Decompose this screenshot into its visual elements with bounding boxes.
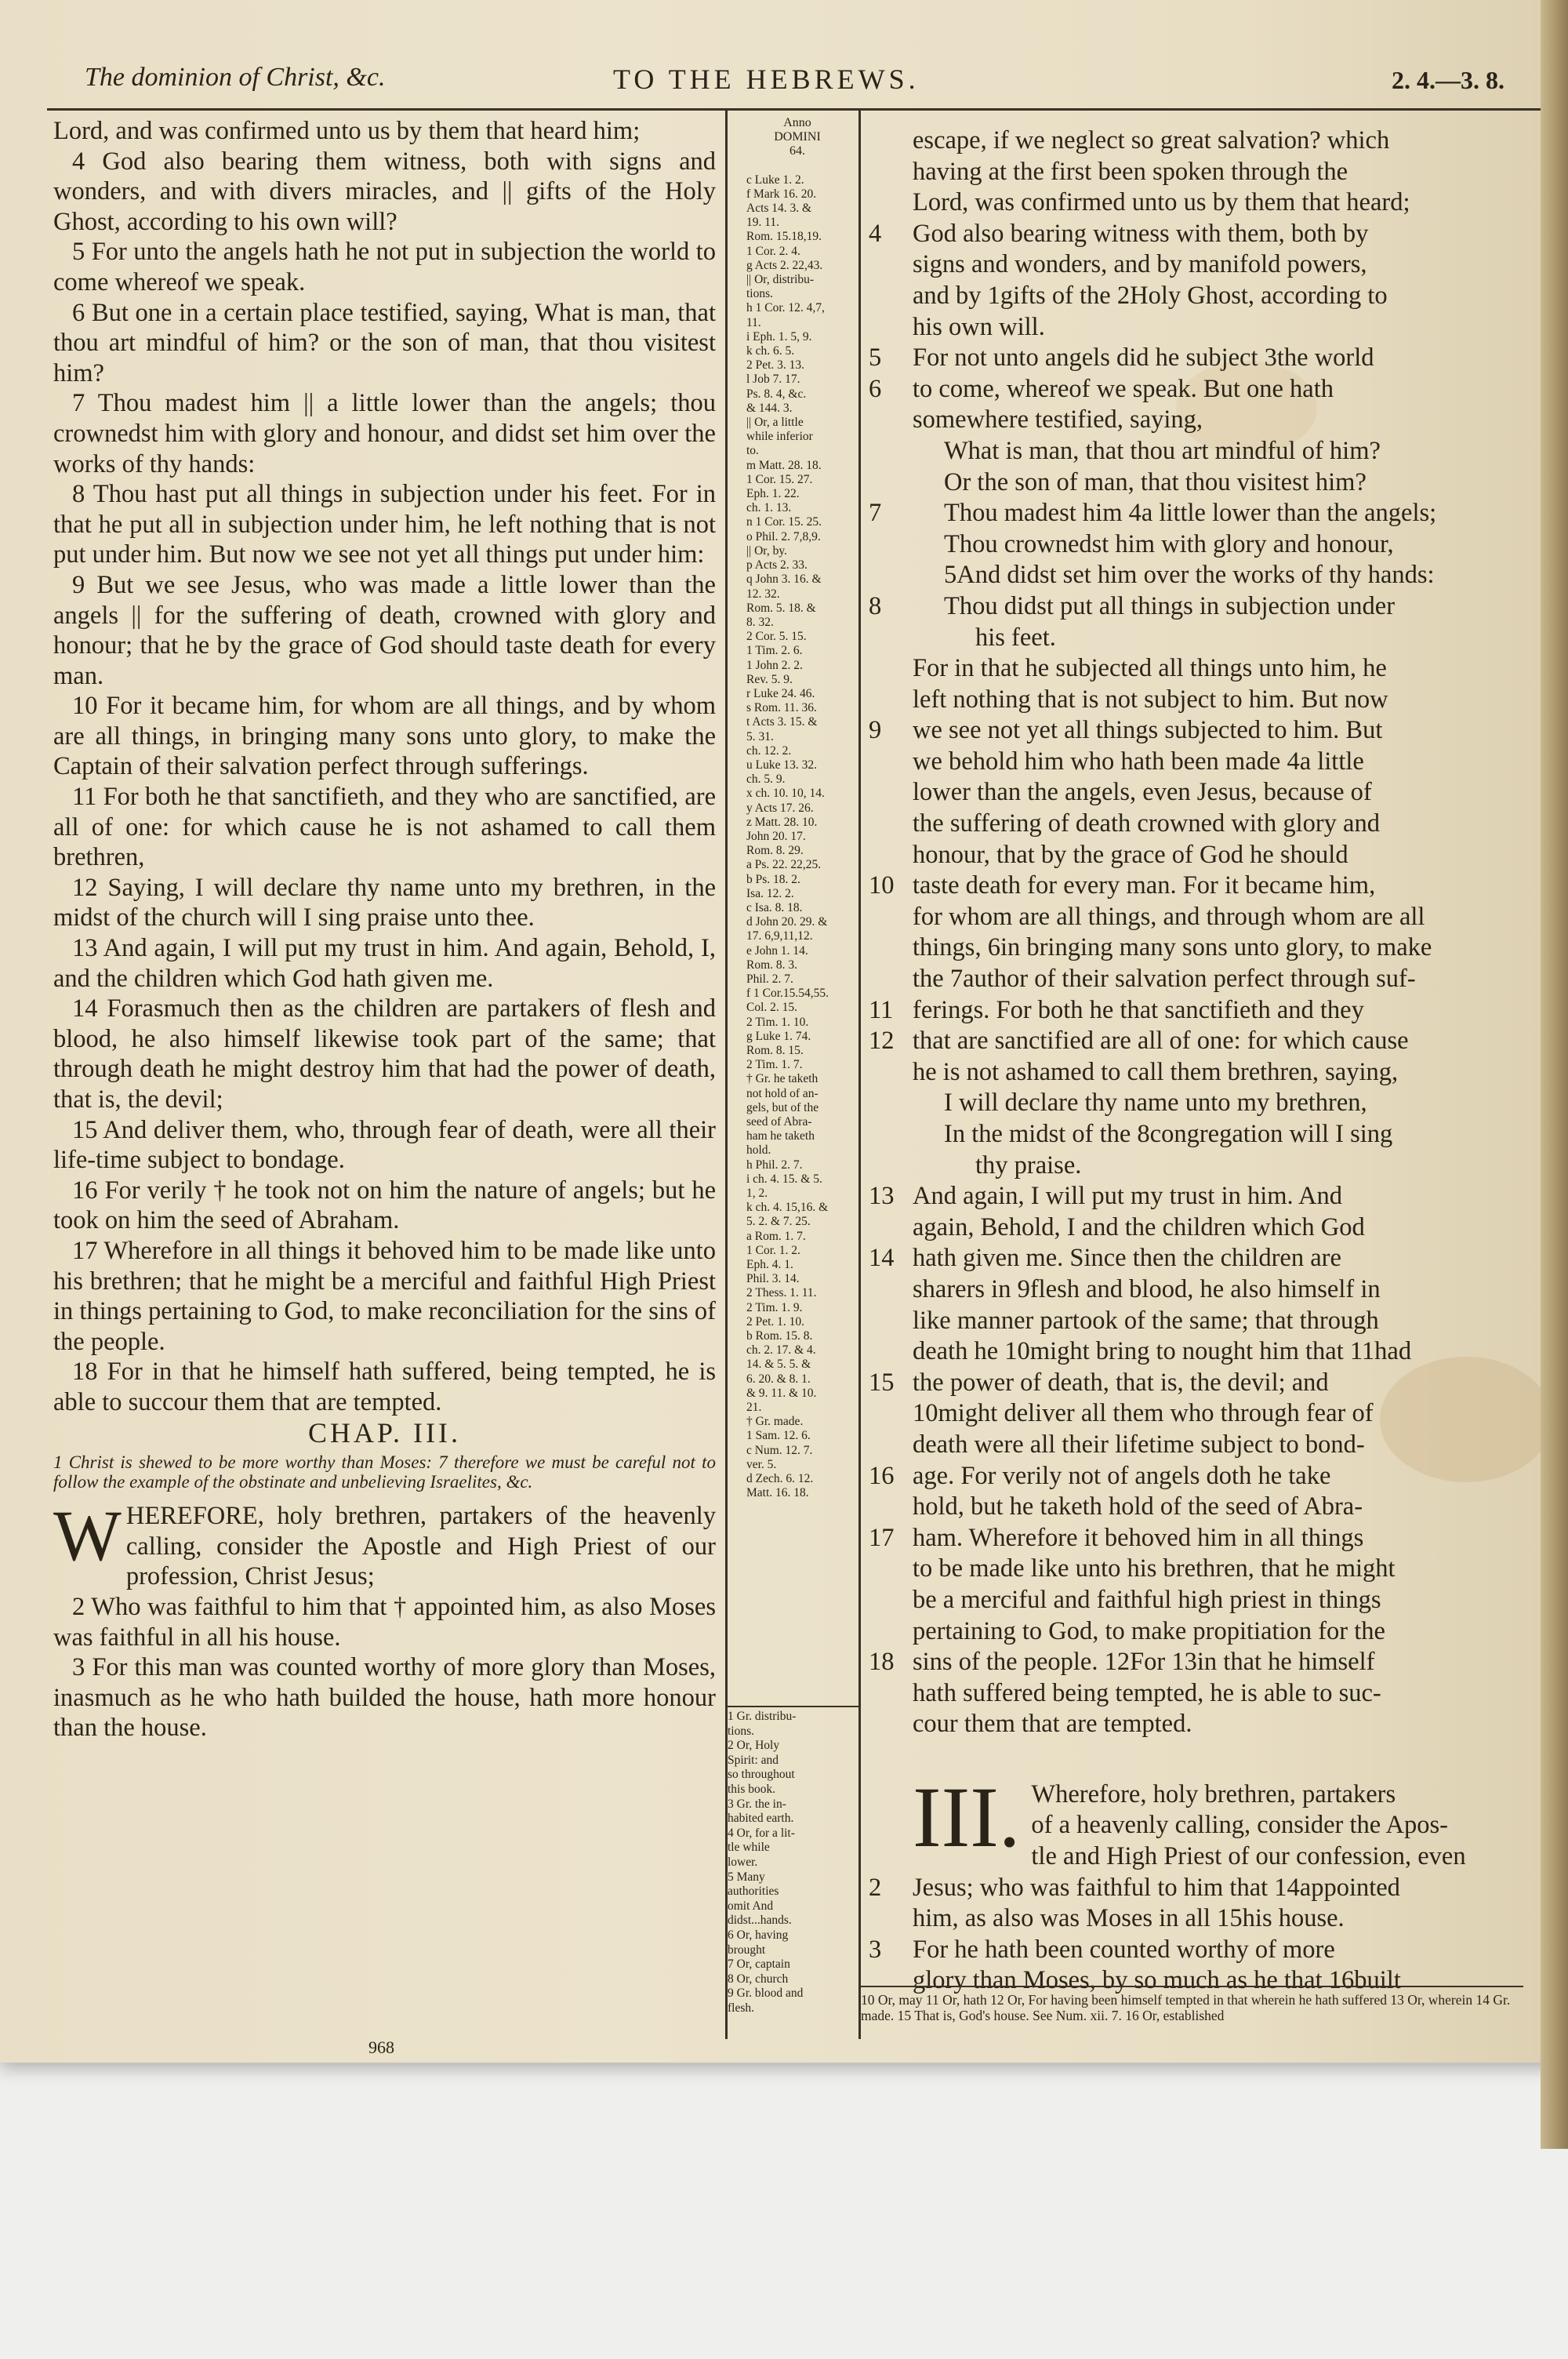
- margin-ref: 11.: [746, 315, 761, 329]
- margin-ref: 1 Sam. 12. 6.: [746, 1429, 811, 1443]
- margin-ref: seed of Abra-: [746, 1115, 812, 1129]
- rv-poem-line: [869, 1088, 1525, 1119]
- margin-ref: c Num. 12. 7.: [746, 1443, 813, 1457]
- rv-line-text: death were all their lifetime subject to bond-: [913, 1430, 1365, 1459]
- rv-footnotes: 10 Or, may 11 Or, hath 12 Or, For having been himself tempted in that wherein he hath suffered 13 Or, wherein 14 Gr. made. 15 That is, God's house. See Num. xii. 7. 16 Or, established: [861, 1986, 1523, 2023]
- margin-ref: m Matt. 28. 18.: [746, 458, 822, 472]
- margin-ref: Rom. 15.18,19.: [746, 230, 822, 244]
- rv-line: [869, 498, 1525, 529]
- margin-ref: hold.: [746, 1143, 771, 1158]
- rv-line: [869, 1026, 1525, 1057]
- av-column: [53, 116, 716, 1743]
- rv-line: [869, 249, 1525, 281]
- rv-line-text: ferings. For both he that sanctifieth and they: [913, 995, 1364, 1024]
- margin-ref: 2 Pet. 1. 10.: [746, 1314, 805, 1329]
- av-verse: 16 For verily † he took not on him the nature of angels; but he took on him the seed of Abraham.: [53, 1176, 716, 1235]
- margin-ref: ch. 5. 9.: [746, 772, 786, 787]
- rv-margin-note: 6 Or, having: [728, 1928, 789, 1942]
- margin-ref: Phil. 2. 7.: [746, 972, 793, 986]
- margin-ref: b Rom. 15. 8.: [746, 1329, 813, 1343]
- margin-ref: Matt. 16. 18.: [746, 1486, 809, 1500]
- margin-ref: not hold of an-: [746, 1086, 818, 1100]
- verse-number: 6: [869, 374, 882, 403]
- margin-ref: to.: [746, 444, 759, 458]
- rv-line-text: Wherefore, holy brethren, partakers: [1031, 1779, 1396, 1808]
- margin-ref: ham he taketh: [746, 1129, 815, 1143]
- margin-ref: Rom. 8. 3.: [746, 958, 798, 972]
- margin-ref: g Luke 1. 74.: [746, 1029, 811, 1043]
- av-verse-text: 2 Who was faithful to him that † appointed him, as also Moses was faithful in all his house.: [53, 1592, 716, 1652]
- margin-ref: 2 Tim. 1. 9.: [746, 1300, 803, 1314]
- verse-number: 13: [869, 1182, 895, 1211]
- rv-line: [913, 1779, 1525, 1811]
- margin-ref: g Acts 2. 22,43.: [746, 258, 823, 272]
- rv-line-text: I will declare thy name unto my brethren,: [944, 1089, 1367, 1118]
- rv-line: [869, 809, 1525, 840]
- margin-ref: r Luke 24. 46.: [746, 686, 815, 700]
- margin-ref: 1 Cor. 2. 4.: [746, 244, 800, 258]
- margin-ref: Rom. 8. 15.: [746, 1044, 804, 1057]
- rv-line-text: Or the son of man, that thou visitest him?: [944, 467, 1367, 496]
- chapter-summary: 1 Christ is shewed to be more worthy than Moses: 7 therefore we must be careful not to follow the example of the obstinate and unbelieving Israelites, &c.: [53, 1452, 716, 1492]
- rv-line: [869, 374, 1525, 405]
- rv-margin-note: 9 Gr. blood and: [728, 1986, 804, 2001]
- rv-line-text: tle and High Priest of our confession, even: [1031, 1842, 1466, 1871]
- rv-line-text: of a heavenly calling, consider the Apos-: [1031, 1811, 1448, 1840]
- rv-line-text: 10might deliver all them who through fear of: [913, 1399, 1374, 1428]
- rv-line: [869, 1616, 1525, 1648]
- rv-line-text: In the midst of the 8congregation will I sing: [944, 1120, 1393, 1148]
- rv-line: [869, 715, 1525, 747]
- verse-number: 9: [869, 716, 882, 745]
- rv-line-text: sins of the people. 12For 13in that he himself: [913, 1648, 1375, 1677]
- margin-ref: Rev. 5. 9.: [746, 672, 793, 686]
- rv-poem-line: [869, 1150, 1525, 1182]
- margin-references: [746, 116, 848, 1501]
- margin-ref: y Acts 17. 26.: [746, 801, 814, 815]
- header-center: TO THE HEBREWS.: [613, 64, 920, 95]
- margin-ref: o Phil. 2. 7,8,9.: [746, 529, 821, 543]
- rv-line-text: that are sanctified are all of one: for which cause: [913, 1027, 1409, 1056]
- rv-line-text: Thou crownedst him with glory and honour,: [944, 529, 1394, 558]
- margin-ref: p Acts 2. 33.: [746, 558, 808, 572]
- margin-ref: u Luke 13. 32.: [746, 758, 817, 772]
- verse-number: 16: [869, 1461, 895, 1490]
- margin-ref: f 1 Cor.15.54,55.: [746, 987, 829, 1001]
- rv-line: [869, 1336, 1525, 1368]
- av-verse: [53, 1652, 716, 1743]
- margin-ref: ch. 12. 2.: [746, 743, 792, 758]
- rv-margin-note: 7 Or, captain: [728, 1957, 790, 1972]
- rv-line-text: For he hath been counted worthy of more: [913, 1935, 1335, 1964]
- rv-line: [869, 343, 1525, 374]
- rv-margin-notes: [728, 1710, 845, 2016]
- margin-ref: f Mark 16. 20.: [746, 187, 817, 201]
- margin-ref: d Zech. 6. 12.: [746, 1472, 814, 1486]
- rv-line: [869, 932, 1525, 964]
- page-number: 968: [368, 2037, 394, 2057]
- page-edge: [1541, 0, 1568, 2149]
- rv-line-text: hath given me. Since then the children are: [913, 1244, 1341, 1273]
- rv-line-text: glory than Moses, by so much as he that 16built: [913, 1966, 1401, 1995]
- av-verse: 15 And deliver them, who, through fear of death, were all their life-time subject to bondage.: [53, 1115, 716, 1175]
- rv-margin-note: 2 Or, Holy: [728, 1739, 780, 1753]
- av-verse: [53, 1592, 716, 1652]
- margin-ref: Rom. 5. 18. &: [746, 601, 816, 615]
- rv-line-text: him, as also was Moses in all 15his house.: [913, 1904, 1345, 1933]
- margin-ref: a Rom. 1. 7.: [746, 1229, 806, 1243]
- margin-ref: 1 Tim. 2. 6.: [746, 644, 803, 658]
- rv-line: [869, 529, 1525, 561]
- rv-line-text: For not unto angels did he subject 3the world: [913, 343, 1374, 373]
- rv-line: [869, 1585, 1525, 1616]
- rv-line: [869, 840, 1525, 871]
- margin-ref: Rom. 8. 29.: [746, 844, 804, 858]
- rv-margin-note: tle while: [728, 1841, 770, 1855]
- av-verse: [53, 1496, 716, 1592]
- verse-number: 4: [869, 219, 882, 248]
- header-right: 2. 4.—3. 8.: [1392, 66, 1504, 94]
- margin-ref: ver. 5.: [746, 1457, 777, 1471]
- rv-line-text: the suffering of death crowned with glory and: [913, 809, 1380, 838]
- rv-line: [869, 1368, 1525, 1399]
- margin-ref: 8. 32.: [746, 615, 774, 629]
- rv-line: [869, 653, 1525, 685]
- rv-line-text: honour, that by the grace of God he should: [913, 840, 1348, 869]
- rv-chapter-3: [869, 1768, 1525, 1997]
- margin-ref: John 20. 17.: [746, 829, 806, 843]
- rv-line-text: be a merciful and faithful high priest in things: [913, 1585, 1381, 1614]
- rv-line-text: his feet.: [975, 623, 1056, 652]
- margin-ref: tions.: [746, 287, 774, 301]
- rv-line: [869, 1306, 1525, 1337]
- anno-line: DOMINI: [774, 130, 821, 144]
- rv-line-text: taste death for every man. For it became him,: [913, 871, 1376, 900]
- rv-line: [869, 281, 1525, 312]
- rv-line: [869, 312, 1525, 343]
- margin-ref: h 1 Cor. 12. 4,7,: [746, 301, 825, 315]
- margin-ref: || Or, distribu-: [746, 273, 815, 287]
- margin-ref: i ch. 4. 15. & 5.: [746, 1172, 822, 1186]
- av-verse: 5 For unto the angels hath he not put in subjection the world to come whereof we speak.: [53, 238, 716, 296]
- margin-ref: & 9. 11. & 10.: [746, 1386, 817, 1400]
- rv-margin-note: didst...hands.: [728, 1914, 792, 1928]
- drop-cap: W: [53, 1496, 122, 1576]
- margin-ref: i Eph. 1. 5, 9.: [746, 329, 812, 343]
- margin-ref: h Phil. 2. 7.: [746, 1158, 803, 1172]
- verse-number: 2: [869, 1873, 882, 1902]
- margin-ref: 14. & 5. 5. &: [746, 1358, 811, 1372]
- rv-line-text: Thou madest him 4a little lower than the angels;: [944, 499, 1437, 528]
- rv-margin-note: tions.: [728, 1724, 755, 1738]
- margin-ref: c Isa. 8. 18.: [746, 900, 803, 914]
- rv-line: [869, 187, 1525, 219]
- av-verse: 18 For in that he himself hath suffered, being tempted, he is able to succour them that are tempted.: [53, 1358, 716, 1416]
- rv-margin-note: 3 Gr. the in-: [728, 1797, 786, 1811]
- margin-ref: Col. 2. 15.: [746, 1001, 798, 1015]
- rv-line-text: to come, whereof we speak. But one hath: [913, 374, 1334, 403]
- margin-ref: b Ps. 18. 2.: [746, 872, 800, 886]
- margin-ref: ch. 2. 17. & 4.: [746, 1343, 816, 1358]
- verse-number: 11: [869, 995, 894, 1024]
- margin-ref: 5. 31.: [746, 729, 774, 743]
- verse-number: 8: [869, 591, 882, 620]
- rv-line: [913, 1841, 1525, 1873]
- rv-margin-note: 8 Or, church: [728, 1972, 789, 1986]
- rv-line: [869, 1492, 1525, 1523]
- rv-line: [869, 1398, 1525, 1430]
- rv-line: [869, 1181, 1525, 1212]
- rv-line-text: God also bearing witness with them, both by: [913, 219, 1369, 248]
- chapter-heading: CHAP. III.: [307, 1416, 461, 1448]
- rv-line: [869, 777, 1525, 809]
- margin-ref: Isa. 12. 2.: [746, 886, 794, 900]
- rv-line-text: death he 10might bring to nought him that 11had: [913, 1337, 1412, 1366]
- rv-line: [869, 560, 1525, 591]
- rv-line: [869, 995, 1525, 1027]
- margin-ref: || Or, a little: [746, 416, 804, 430]
- rv-line-text: lower than the angels, even Jesus, because of: [913, 778, 1372, 807]
- margin-ref: 17. 6,9,11,12.: [746, 929, 813, 943]
- rv-line-text: pertaining to God, to make propitiation for the: [913, 1616, 1385, 1645]
- rv-line-text: escape, if we neglect so great salvation? which: [913, 126, 1390, 154]
- margin-ref: 2 Pet. 3. 13.: [746, 358, 805, 373]
- header-rule: [47, 108, 1541, 111]
- margin-ref: s Rom. 11. 36.: [746, 701, 817, 715]
- margin-ref: 2 Tim. 1. 10.: [746, 1015, 809, 1029]
- rv-line-text: cour them that are tempted.: [913, 1710, 1192, 1739]
- av-verse: 9 But we see Jesus, who was made a little lower than the angels || for the suffering of death, crowned with glory and honour; that he by the grace of God should taste death for every man.: [53, 570, 716, 690]
- rv-margin-note: habited earth.: [728, 1812, 794, 1826]
- rv-line: [869, 405, 1525, 436]
- rv-line-text: signs and wonders, and by manifold powers,: [913, 250, 1367, 279]
- rv-line: [869, 1461, 1525, 1492]
- rv-line: [869, 1057, 1525, 1089]
- rv-line-text: sharers in 9flesh and blood, he also himself in: [913, 1274, 1381, 1303]
- rv-line: [869, 747, 1525, 778]
- rv-margin-note: omit And: [728, 1899, 774, 1913]
- rv-line: [869, 1523, 1525, 1554]
- rv-margin-note: authorities: [728, 1885, 779, 1899]
- rv-margin-note: 5 Many: [728, 1870, 765, 1884]
- margin-ref: || Or, by.: [746, 543, 787, 558]
- rv-line-text: age. For verily not of angels doth he take: [913, 1461, 1331, 1490]
- rv-line-text: having at the first been spoken through the: [913, 157, 1348, 186]
- rv-line-text: hold, but he taketh hold of the seed of Abra-: [913, 1492, 1363, 1521]
- av-verse: 7 Thou madest him || a little lower than the angels; thou crownedst him with glory and honour, and didst set him over the works of thy hands:: [53, 389, 716, 478]
- rv-line: [869, 871, 1525, 902]
- verse-number: 7: [869, 499, 882, 528]
- rv-line-text: And again, I will put my trust in him. And: [913, 1182, 1342, 1211]
- anno-domini: [746, 116, 848, 159]
- rv-line-text: things, 6in bringing many sons unto glory, to make: [913, 933, 1432, 962]
- av-verse-text: 3 For this man was counted worthy of more glory than Moses, inasmuch as he who hath builded the house, hath more honour than the house.: [53, 1653, 716, 1743]
- rv-line: [869, 1212, 1525, 1244]
- rv-line: [869, 1709, 1525, 1740]
- rv-poem-line: [869, 436, 1525, 467]
- rv-line: [869, 1274, 1525, 1306]
- rv-margin-note: so throughout: [728, 1768, 795, 1782]
- av-verse: 6 But one in a certain place testified, saying, What is man, that thou art mindful of him? or the son of man, that thou visitest him?: [53, 298, 716, 387]
- rv-line: [869, 623, 1525, 654]
- running-header: [0, 63, 1541, 102]
- margin-ref: 1, 2.: [746, 1187, 768, 1201]
- margin-ref: e John 1. 14.: [746, 943, 808, 958]
- rv-poem-line: [869, 1119, 1525, 1150]
- rv-line-text: again, Behold, I and the children which God: [913, 1212, 1365, 1241]
- rv-line: [869, 964, 1525, 995]
- av-verse: 11 For both he that sanctifieth, and they who are sanctified, are all of one: for which cause he is not ashamed to call them brethren,: [53, 783, 716, 872]
- rv-margin-note: flesh.: [728, 2001, 755, 2015]
- av-verse-text: HEREFORE, holy brethren, partakers of the heavenly calling, consider the Apostle and High Priest of our profession, Christ Jesus;: [125, 1502, 716, 1591]
- verse-number: 12: [869, 1027, 895, 1056]
- margin-ref: k ch. 6. 5.: [746, 344, 795, 358]
- rv-line-text: the power of death, that is, the devil; and: [913, 1368, 1329, 1397]
- column-rule-right: [858, 110, 861, 2039]
- rv-line: [869, 902, 1525, 933]
- margin-ref: † Gr. he taketh: [746, 1072, 818, 1086]
- margin-divider: [728, 1706, 858, 1707]
- rv-margin-note: 1 Gr. distribu-: [728, 1710, 797, 1723]
- rv-line-text: 5And didst set him over the works of thy hands:: [944, 561, 1435, 590]
- rv-line: [869, 685, 1525, 716]
- av-verse: 14 Forasmuch then as the children are partakers of flesh and blood, he also himself likewise took part of the same; that through death he might destroy him that had the power of death, that is, the devil;: [53, 994, 716, 1114]
- rv-line-text: ham. Wherefore it behoved him in all things: [913, 1523, 1364, 1552]
- chapter-number-dropcap: III.: [913, 1768, 1021, 1865]
- rv-line-text: and by 1gifts of the 2Holy Ghost, according to: [913, 281, 1388, 310]
- rv-line-text: the 7author of their salvation perfect through suf-: [913, 965, 1416, 994]
- rv-margin-note: lower.: [728, 1855, 758, 1869]
- margin-ref: l Job 7. 17.: [746, 373, 800, 387]
- margin-ref: 5. 2. & 7. 25.: [746, 1215, 811, 1229]
- rv-line-text: we behold him who hath been made 4a little: [913, 747, 1364, 776]
- margin-ref: a Ps. 22. 22,25.: [746, 858, 822, 872]
- rv-line-text: Lord, was confirmed unto us by them that heard;: [913, 188, 1410, 217]
- verse-number: 17: [869, 1523, 895, 1552]
- av-verse: Lord, and was confirmed unto us by them that heard him;: [53, 117, 641, 145]
- verse-number: 14: [869, 1244, 895, 1273]
- rv-line-text: Thou didst put all things in subjection under: [944, 591, 1396, 620]
- rv-line-text: we see not yet all things subjected to him. But: [913, 716, 1383, 745]
- rv-line: [913, 1903, 1525, 1935]
- margin-ref: c Luke 1. 2.: [746, 173, 804, 187]
- rv-column: [869, 125, 1525, 1997]
- rv-line-text: somewhere testified, saying,: [913, 405, 1203, 434]
- av-verse: 17 Wherefore in all things it behoved him to be made like unto his brethren; that he might be a merciful and faithful High Priest in things pertaining to God, to make reconciliation for the sins of the people.: [53, 1236, 716, 1356]
- header-left: The dominion of Christ, &c.: [85, 63, 386, 92]
- margin-ref: 21.: [746, 1401, 762, 1415]
- margin-ref: 1 John 2. 2.: [746, 658, 803, 672]
- margin-ref: ch. 1. 13.: [746, 501, 792, 515]
- margin-ref: Phil. 3. 14.: [746, 1272, 800, 1286]
- rv-line: [869, 125, 1525, 157]
- av-verse: 8 Thou hast put all things in subjection under his feet. For in that he put all in subjection under him, he left nothing that is not put under him. But now we see not yet all things put under him:: [53, 480, 716, 569]
- rv-line-text: What is man, that thou art mindful of him?: [944, 436, 1381, 465]
- anno-line: Anno: [783, 116, 811, 129]
- margin-ref: z Matt. 28. 10.: [746, 815, 818, 829]
- rv-line-text: he is not ashamed to call them brethren, saying,: [913, 1057, 1399, 1086]
- margin-ref: 1 Cor. 1. 2.: [746, 1243, 800, 1257]
- margin-ref: Ps. 8. 4, &c.: [746, 387, 807, 401]
- verse-number: 15: [869, 1368, 895, 1397]
- av-verse: 10 For it became him, for whom are all things, and by whom are all things, in bringing many sons unto glory, to make the Captain of their salvation perfect through sufferings.: [53, 692, 716, 781]
- rv-line-text: Jesus; who was faithful to him that 14appointed: [913, 1873, 1400, 1902]
- rv-line: [869, 1647, 1525, 1678]
- rv-line: [869, 591, 1525, 623]
- verse-number: 5: [869, 343, 882, 373]
- margin-ref: 2 Cor. 5. 15.: [746, 630, 807, 644]
- av-verse: 13 And again, I will put my trust in him. And again, Behold, I, and the children which God hath given me.: [53, 934, 716, 993]
- rv-line: [869, 1430, 1525, 1461]
- margin-ref: Acts 14. 3. &: [746, 202, 812, 216]
- margin-ref: while inferior: [746, 430, 813, 444]
- margin-ref: 2 Thess. 1. 11.: [746, 1286, 817, 1300]
- rv-line-text: like manner partook of the same; that through: [913, 1306, 1379, 1335]
- margin-ref: † Gr. made.: [746, 1415, 804, 1429]
- margin-ref: k ch. 4. 15,16. &: [746, 1201, 829, 1215]
- margin-ref: q John 3. 16. &: [746, 572, 822, 587]
- margin-ref: n 1 Cor. 15. 25.: [746, 515, 822, 529]
- margin-ref: 6. 20. & 8. 1.: [746, 1372, 811, 1386]
- rv-line-text: to be made like unto his brethren, that he might: [913, 1554, 1396, 1583]
- margin-ref: t Acts 3. 15. &: [746, 715, 818, 729]
- margin-ref: 1 Cor. 15. 27.: [746, 472, 813, 486]
- rv-line-text: hath suffered being tempted, he is able to suc-: [913, 1678, 1381, 1707]
- margin-ref: 12. 32.: [746, 587, 780, 601]
- rv-line: [869, 1873, 1525, 1904]
- margin-ref: gels, but of the: [746, 1100, 819, 1114]
- av-verse: 4 God also bearing them witness, both with signs and wonders, and with divers miracles, and || gifts of the Holy Ghost, according to his own will?: [53, 147, 716, 236]
- rv-line: [869, 1678, 1525, 1710]
- rv-line: [869, 1935, 1525, 1966]
- anno-line: 64.: [789, 144, 805, 158]
- margin-ref: Eph. 4. 1.: [746, 1258, 793, 1272]
- margin-ref: 2 Tim. 1. 7.: [746, 1058, 803, 1072]
- rv-line-text: for whom are all things, and through whom are all: [913, 902, 1425, 931]
- rv-line-text: his own will.: [913, 312, 1045, 341]
- rv-line-text: left nothing that is not subject to him. But now: [913, 685, 1388, 714]
- rv-margin-note: 4 Or, for a lit-: [728, 1826, 795, 1840]
- rv-poem-line: [869, 467, 1525, 499]
- margin-ref: x ch. 10. 10, 14.: [746, 787, 825, 801]
- verse-number: 18: [869, 1648, 895, 1677]
- rv-line: [913, 1810, 1525, 1841]
- margin-ref: Eph. 1. 22.: [746, 487, 800, 501]
- rv-line: [869, 1243, 1525, 1274]
- rv-line-text: thy praise.: [975, 1150, 1082, 1180]
- rv-line: [869, 157, 1525, 188]
- av-verse: 12 Saying, I will declare thy name unto my brethren, in the midst of the church will I sing praise unto thee.: [53, 873, 716, 932]
- verse-number: 10: [869, 871, 895, 900]
- rv-margin-note: this book.: [728, 1782, 776, 1796]
- rv-line-text: For in that he subjected all things unto him, he: [913, 654, 1387, 683]
- rv-margin-note: Spirit: and: [728, 1753, 779, 1767]
- verse-number: 3: [869, 1935, 882, 1964]
- rv-line: [869, 1554, 1525, 1585]
- margin-ref: & 144. 3.: [746, 401, 793, 415]
- margin-ref: d John 20. 29. &: [746, 915, 828, 929]
- rv-margin-note: brought: [728, 1943, 766, 1957]
- rv-line: [869, 219, 1525, 250]
- margin-ref: 19. 11.: [746, 216, 780, 230]
